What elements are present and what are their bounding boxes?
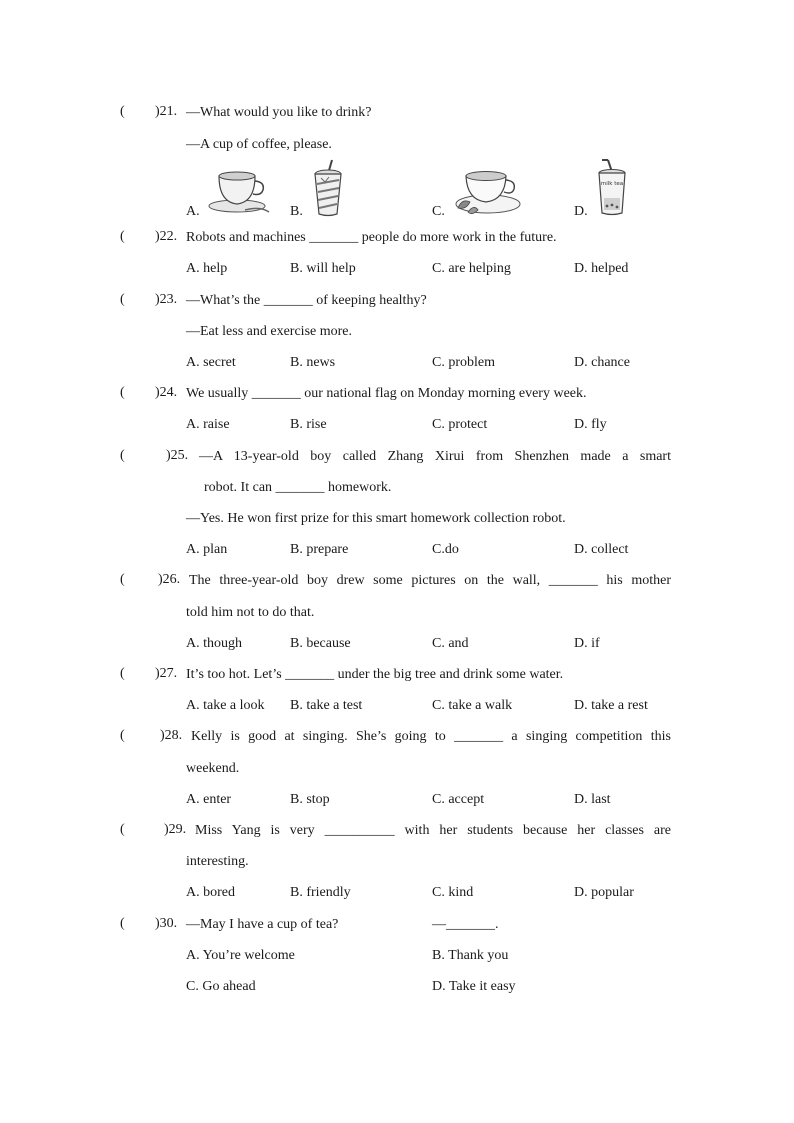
option-a: A. You’re welcome [186,948,295,963]
option-a: A. take a look [186,698,265,713]
question-stem-line-1: Kelly is good at singing. She’s going to _______ a singing competition this [191,729,671,744]
question-stem-line-2: told him not to do that. [186,605,315,620]
answer-paren-close: )30. [155,916,178,931]
answer-paren-open: ( [120,666,125,681]
question-stem: Robots and machines _______ people do more work in the future. [186,230,557,245]
option-a: A. though [186,636,242,651]
option-b: B. take a test [290,698,363,713]
option-a: A. raise [186,417,230,432]
option-d: D. Take it easy [432,979,516,994]
answer-paren-close: )27. [155,666,178,681]
option-d: D. last [574,792,611,807]
option-b: B. will help [290,261,356,276]
answer-paren-close: )22. [155,229,178,244]
question-reply: —Yes. He won first prize for this smart homework collection robot. [186,511,566,526]
answer-paren-open: ( [120,292,125,307]
question-number: 30 [159,916,174,931]
option-a: A. help [186,261,228,276]
answer-paren-open: ( [120,916,125,931]
option-c: C. accept [432,792,485,807]
answer-paren-open: ( [120,385,125,400]
option-d: D. chance [574,355,630,370]
milk-tea-label: milk tea [600,181,624,187]
question-stem-line-1: The three-year-old boy drew some pictures on the wall, _______ his mother [189,573,671,588]
question-stem-line-1: —A 13-year-old boy called Zhang Xirui from Shenzhen made a smart [199,449,671,464]
option-a: A. plan [186,542,228,557]
option-d: D. [574,204,588,219]
option-c: C. take a walk [432,698,513,713]
answer-paren-open: ( [120,822,125,837]
answer-paren-close: )24. [155,385,178,400]
question-number: 26 [162,572,177,587]
question-stem: —May I have a cup of tea? [186,917,339,932]
answer-paren-open: ( [120,572,125,587]
question-reply: —A cup of coffee, please. [186,137,332,152]
option-c: C. protect [432,417,488,432]
option-b: B. Thank you [432,948,509,963]
question-number: 29 [168,822,183,837]
coffee-cup-with-leaf-icon [452,166,522,218]
question-number: 25 [170,448,185,463]
option-d: D. fly [574,417,607,432]
question-stem-line-1: Miss Yang is very __________ with her students because her classes are [195,823,671,838]
question-stem: We usually _______ our national flag on Monday morning every week. [186,386,587,401]
option-b: B. prepare [290,542,349,557]
option-c: C. kind [432,885,474,900]
answer-paren-close: )25. [166,448,189,463]
option-a: A. enter [186,792,232,807]
option-c: C.do [432,542,459,557]
question-number: 24 [159,385,174,400]
option-d: D. collect [574,542,629,557]
option-d: D. helped [574,261,629,276]
option-b: B. rise [290,417,327,432]
option-d: D. take a rest [574,698,648,713]
option-b: B. [290,204,303,219]
option-d: D. popular [574,885,634,900]
answer-paren-open: ( [120,229,125,244]
question-stem: It’s too hot. Let’s _______ under the big tree and drink some water. [186,667,564,682]
option-c: C. [432,204,445,219]
answer-paren-close: )23. [155,292,178,307]
answer-paren-open: ( [120,448,125,463]
answer-paren-close: )21. [155,104,178,119]
question-number: 22 [159,229,174,244]
option-b: B. because [290,636,351,651]
option-b: B. news [290,355,336,370]
coffee-cup-with-saucer-icon [205,166,273,216]
option-b: B. friendly [290,885,351,900]
option-c: C. and [432,636,469,651]
option-d: D. if [574,636,600,651]
option-c: C. problem [432,355,495,370]
question-number: 28 [164,728,179,743]
question-stem: —What’s the _______ of keeping healthy? [186,293,427,308]
answer-paren-close: )29. [164,822,187,837]
question-number: 23 [159,292,174,307]
milk-tea-cup-icon [594,158,630,218]
answer-paren-open: ( [120,104,125,119]
option-a: A. secret [186,355,236,370]
question-stem: —What would you like to drink? [186,105,372,120]
option-a: A. [186,204,200,219]
question-stem-line-2: robot. It can _______ homework. [204,480,392,495]
option-b: B. stop [290,792,330,807]
answer-paren-open: ( [120,728,125,743]
question-stem-line-2: weekend. [186,761,240,776]
option-a: A. bored [186,885,235,900]
question-reply: —Eat less and exercise more. [186,324,352,339]
question-number: 21 [159,104,174,119]
question-stem-line-2: interesting. [186,854,249,869]
iced-drink-cup-with-straw-icon [308,158,348,218]
question-number: 27 [159,666,174,681]
option-c: C. Go ahead [186,979,256,994]
answer-paren-close: )28. [160,728,183,743]
option-c: C. are helping [432,261,511,276]
question-reply: —_______. [432,917,499,932]
answer-paren-close: )26. [158,572,181,587]
